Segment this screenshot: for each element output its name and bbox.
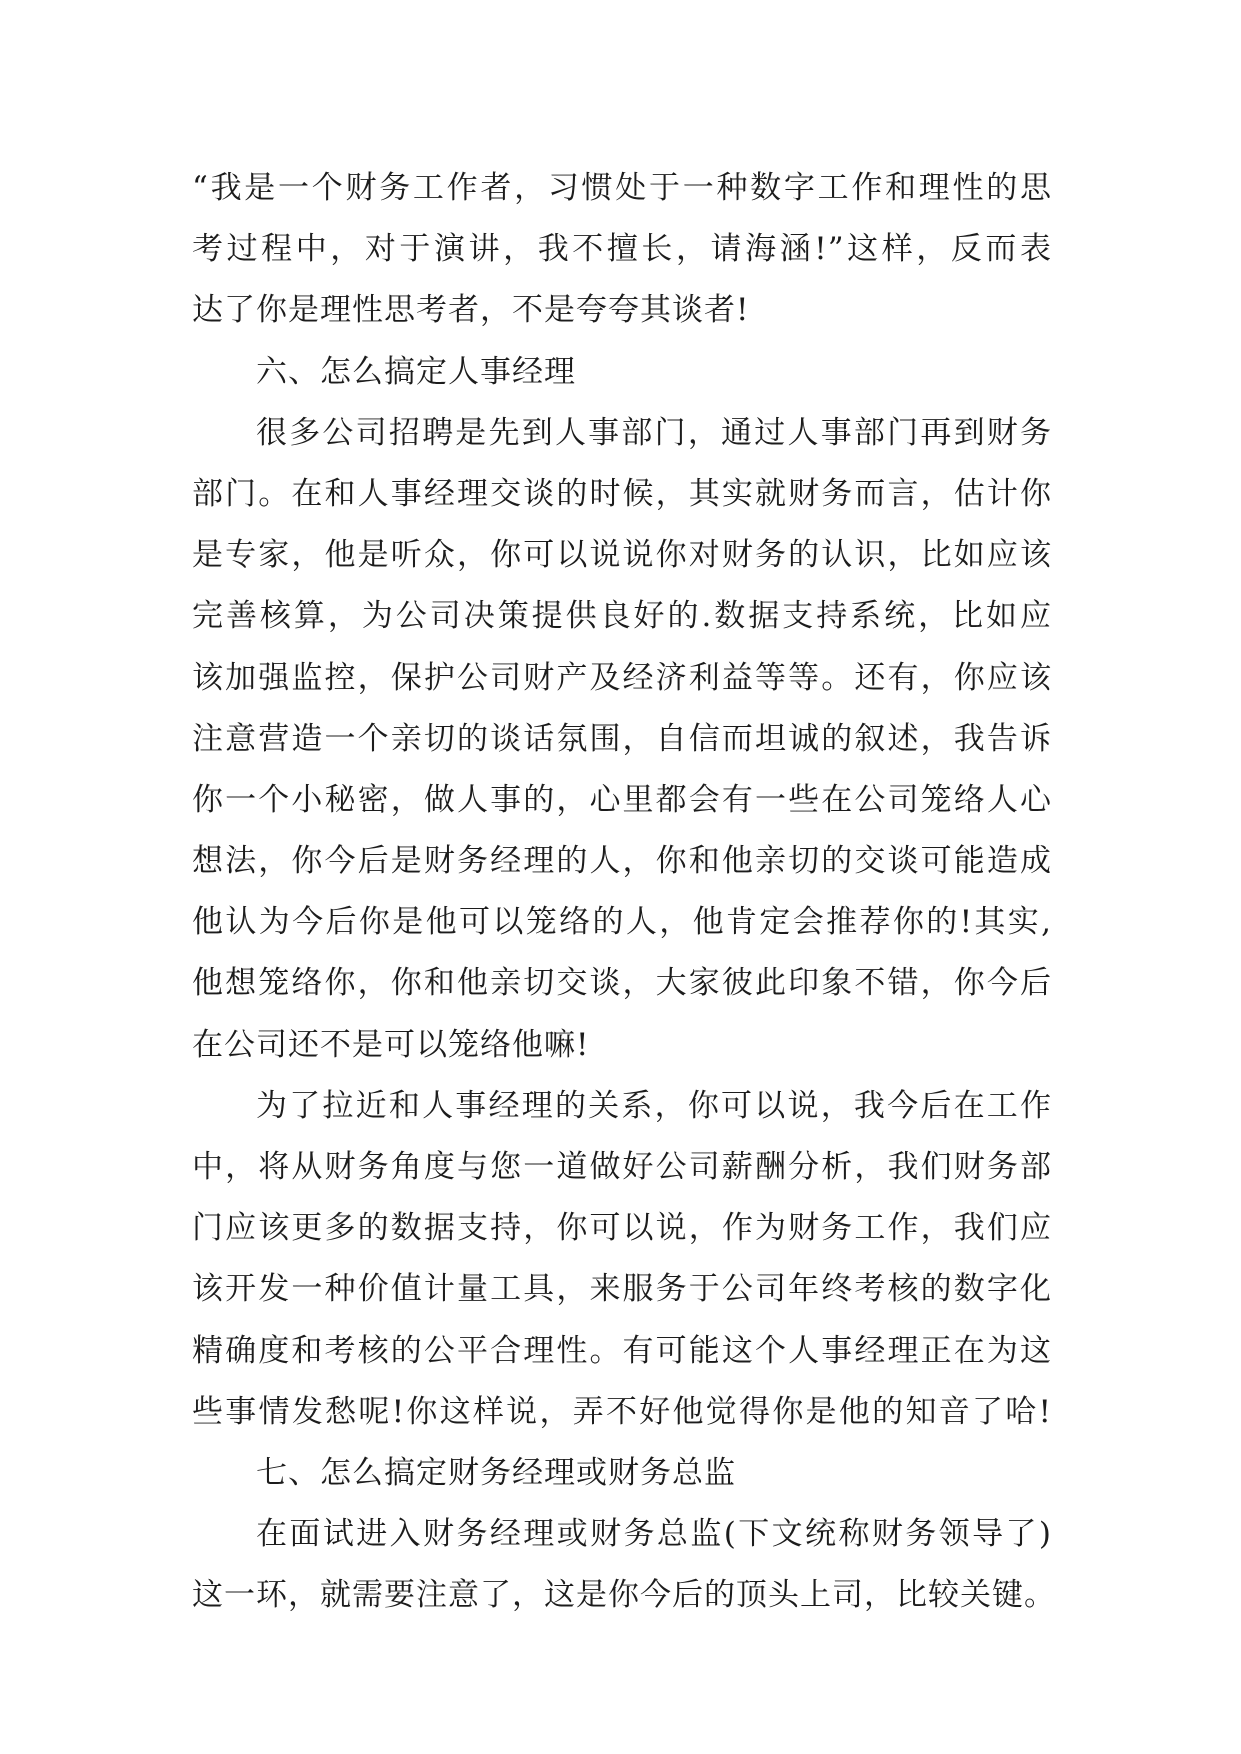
- text-line: 些事情发愁呢!你这样说，弄不好他觉得你是他的知音了哈!: [192, 1393, 1052, 1430]
- text-line: 你一个小秘密，做人事的，心里都会有一些在公司笼络人心: [192, 781, 1052, 818]
- text-line: 中，将从财务角度与您一道做好公司薪酬分析，我们财务部: [192, 1149, 1052, 1185]
- document-body: [192, 158, 1056, 1627]
- text-line: 部门。在和人事经理交谈的时候，其实就财务而言，估计你: [192, 475, 1052, 512]
- text-line: 该开发一种价值计量工具，来服务于公司年终考核的数字化: [192, 1271, 1052, 1308]
- text-line: 想法，你今后是财务经理的人，你和他亲切的交谈可能造成: [192, 843, 1052, 880]
- text-line: 七、怎么搞定财务经理或财务总监: [256, 1454, 736, 1491]
- text-line: 在面试进入财务经理或财务总监(下文统称财务领导了): [256, 1516, 1052, 1553]
- text-line: 注意营造一个亲切的谈话氛围，自信而坦诚的叙述，我告诉: [192, 720, 1052, 757]
- text-line: 很多公司招聘是先到人事部门，通过人事部门再到财务: [256, 414, 1052, 451]
- text-line: 该加强监控，保护公司财产及经济利益等等。还有，你应该: [192, 659, 1052, 696]
- text-line: 这一环，就需要注意了，这是你今后的顶头上司，比较关键。: [192, 1577, 1056, 1614]
- text-line: 完善核算，为公司决策提供良好的.数据支持系统，比如应: [192, 598, 1052, 635]
- text-line: “我是一个财务工作者，习惯处于一种数字工作和理性的思: [192, 170, 1052, 206]
- text-line: 六、怎么搞定人事经理: [256, 353, 576, 390]
- text-line: 在公司还不是可以笼络他嘛!: [192, 1026, 590, 1063]
- text-line: 门应该更多的数据支持，你可以说，作为财务工作，我们应: [192, 1210, 1052, 1247]
- text-line: 他想笼络你，你和他亲切交谈，大家彼此印象不错，你今后: [192, 965, 1052, 1002]
- text-line: 考过程中，对于演讲，我不擅长，请海涵!”这样，反而表: [192, 231, 1052, 268]
- text-line: 是专家，他是听众，你可以说说你对财务的认识，比如应该: [192, 537, 1052, 574]
- text-line: 为了拉近和人事经理的关系，你可以说，我今后在工作: [256, 1087, 1052, 1124]
- text-line: 他认为今后你是他可以笼络的人，他肯定会推荐你的!其实,: [192, 904, 1052, 941]
- text-line: 达了你是理性思考者，不是夸夸其谈者!: [192, 292, 750, 329]
- text-line: 精确度和考核的公平合理性。有可能这个人事经理正在为这: [192, 1332, 1052, 1369]
